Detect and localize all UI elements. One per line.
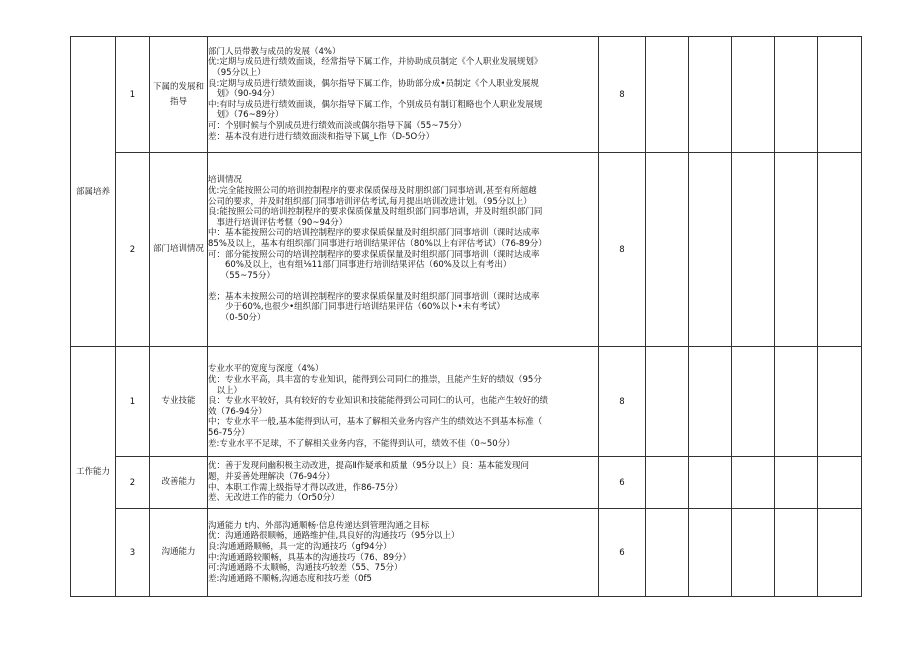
criteria-line — [208, 354, 598, 365]
empty-cell — [775, 347, 818, 457]
empty-cell — [775, 37, 818, 153]
criteria-line: 公司的要求，并及时组织部门同事培训评估考试,每月提出培训改进计划。（95分以上） — [208, 196, 532, 207]
criteria-line: 差:沟通通路不顺畅,沟通态度和技巧差（0f5 — [208, 573, 372, 584]
empty-cell — [775, 509, 818, 597]
empty-cell — [818, 37, 862, 153]
criteria-line: 中、本职工作需上级指导才得以改进，作86-75分） — [208, 482, 403, 493]
table-row — [71, 347, 862, 457]
item-number: 3 — [116, 509, 150, 597]
criteria-line: （95分以上） — [208, 68, 266, 79]
empty-cell — [646, 37, 689, 153]
criteria-description — [208, 347, 599, 457]
table-row — [71, 37, 862, 153]
criteria-description — [208, 457, 599, 509]
empty-cell — [818, 347, 862, 457]
empty-cell — [732, 509, 775, 597]
criteria-line: 培训情况 — [208, 175, 243, 186]
criteria-line: 60%及以上，也有组⅛11部门同事进行培训结果评估（60%及以上有考出） — [208, 260, 512, 271]
empty-cell — [732, 37, 775, 153]
criteria-line: 良:能按照公司的培训控制程序的要求保质保量及时组织部门同事培训，并及时组织部门同 — [208, 207, 543, 218]
item-number: 2 — [116, 153, 150, 347]
empty-cell — [646, 457, 689, 509]
criteria-line: 差、无改进工作的能力（Or50分） — [208, 493, 340, 504]
empty-cell — [689, 347, 732, 457]
category-cell: 工作能力 — [71, 347, 116, 597]
item-name: 下属的发展和指导 — [150, 37, 208, 153]
item-number: 1 — [116, 347, 150, 457]
item-name: 沟通能力 — [150, 509, 208, 597]
criteria-line: 良:定期与成员进行绩效面谈，偶尔指导下属工作，协助部分成•员制定《个人职业发展规 — [208, 78, 539, 89]
item-name: 部门培训情况 — [150, 153, 208, 347]
item-name: 专业技能 — [150, 347, 208, 457]
criteria-line: 可：部分能按照公司的培训控制程序的要求保质保量及时组织部门同事培训（课时达成率 — [208, 249, 540, 260]
empty-cell — [818, 153, 862, 347]
empty-cell — [689, 37, 732, 153]
criteria-line: 优：善于发现问幽积极主动改进，提高Ⅱ作疑承和质量（95分以上）良：基本能发现问 — [208, 461, 530, 472]
evaluation-table — [70, 36, 862, 597]
empty-cell — [818, 509, 862, 597]
criteria-line: 事进行培训评估考惬（90~94分） — [208, 217, 348, 228]
table-row — [71, 153, 862, 347]
empty-cell — [818, 457, 862, 509]
criteria-line: 沟通能力 t内、外部沟通顺畅·信息传递达到管理沟通之目标 — [208, 520, 430, 531]
criteria-line — [208, 281, 598, 292]
criteria-line: 可:沟通通路不太顺畅，沟通技巧较差（55、75分） — [208, 563, 403, 574]
item-name: 改善能力 — [150, 457, 208, 509]
empty-cell — [646, 509, 689, 597]
empty-cell — [732, 457, 775, 509]
criteria-line: 优：沟通通路很顺畅，通路维护佳,具良好的沟通技巧（95分以上） — [208, 531, 460, 542]
empty-cell — [689, 153, 732, 347]
criteria-line: 中:有时与成员进行绩效面谈，偶尔指导下属工作，个别成员有制订粗略也个人职业发展规 — [208, 99, 543, 110]
weight-score: 6 — [599, 509, 646, 597]
criteria-line: 优:定期与成员进行绩效面谈，经常指导下属工作，并协助成员制定《个人职业发展规划》 — [208, 57, 543, 68]
weight-score: 8 — [599, 347, 646, 457]
criteria-line: （55~75分） — [208, 270, 276, 281]
criteria-line: 优:完全能按照公司的培训控制程序的要求保质保母及时朋织部门同事培训,甚至有所超越 — [208, 185, 537, 196]
criteria-description — [208, 153, 599, 347]
criteria-line: 差；基本未按照公司的培训控制程序的要求保质保量及时组织部门同事培训（课时达成率 — [208, 291, 540, 302]
item-number: 1 — [116, 37, 150, 153]
empty-cell — [732, 347, 775, 457]
criteria-line: 优：专业水平高，具丰富的专业知识，能得到公司同仁的推崇，且能产生好的绩奴（95分 — [208, 375, 542, 386]
weight-score: 8 — [599, 153, 646, 347]
empty-cell — [689, 457, 732, 509]
criteria-line: 以上） — [208, 385, 243, 396]
criteria-line: 中:沟通通路较顺畅，具基本的沟通技巧（76、89分） — [208, 552, 411, 563]
empty-cell — [689, 509, 732, 597]
table-row — [71, 457, 862, 509]
empty-cell — [732, 153, 775, 347]
criteria-line: 可：个别时候与个别成员进行绩效而淡或偶尔指导下属（55~75分） — [208, 120, 467, 131]
criteria-line: 部门人员带教与成员的发展（4%） — [208, 46, 341, 57]
criteria-line: 划》（90-94分） — [208, 89, 280, 100]
empty-cell — [775, 457, 818, 509]
criteria-line: 专业水平的宽度与深度（4%） — [208, 364, 324, 375]
item-number: 2 — [116, 457, 150, 509]
criteria-line: 划》（76~89分） — [208, 110, 284, 121]
criteria-line: 85%及以上，基本有组织部门同事进行培训结果评估（80%以上有评估考试）（76-89分） — [208, 238, 547, 249]
table-row — [71, 509, 862, 597]
criteria-description — [208, 37, 599, 153]
category-cell: 部属培养 — [71, 37, 116, 347]
criteria-line: 中；专业水平一般,基本能得到认可，基本了解相关业务内容产生的绩效达不到基本标准（ — [208, 417, 543, 428]
criteria-line: 良:沟通通路顺畅，具一定的沟通技巧（gf94分） — [208, 541, 392, 552]
criteria-line: 中：基本能按照公司的培训控制程序的要求保质保量及时组织部门同事培训（课时达成率 — [208, 228, 540, 239]
empty-cell — [646, 153, 689, 347]
criteria-line: 良：专业水平较好，具有较好的专业知识和技能能得到公司同仁的认可，也能产生较好的绩 — [208, 396, 549, 407]
weight-score: 8 — [599, 37, 646, 153]
criteria-line: （0-50分） — [208, 313, 266, 324]
criteria-line: 题，并妥善处理解决（76-94分） — [208, 471, 335, 482]
weight-score: 6 — [599, 457, 646, 509]
criteria-description — [208, 509, 599, 597]
criteria-line: 效（76-94分） — [208, 406, 267, 417]
empty-cell — [646, 347, 689, 457]
empty-cell — [775, 153, 818, 347]
criteria-line: 少于60%,也很少•组织部门同事进行培训结果评估（60%以卜•未有考试） — [208, 302, 506, 313]
criteria-line: 56-75分） — [208, 427, 250, 438]
table-body — [71, 37, 862, 597]
criteria-line: 差：基本没有进行进行绩效面淡和指导下属_L作（D-5O分） — [208, 131, 435, 142]
criteria-line: 差:专业水平不足球，不了解相关业务内容，不能得到认可，绩效不佳（0~50分） — [208, 438, 515, 449]
